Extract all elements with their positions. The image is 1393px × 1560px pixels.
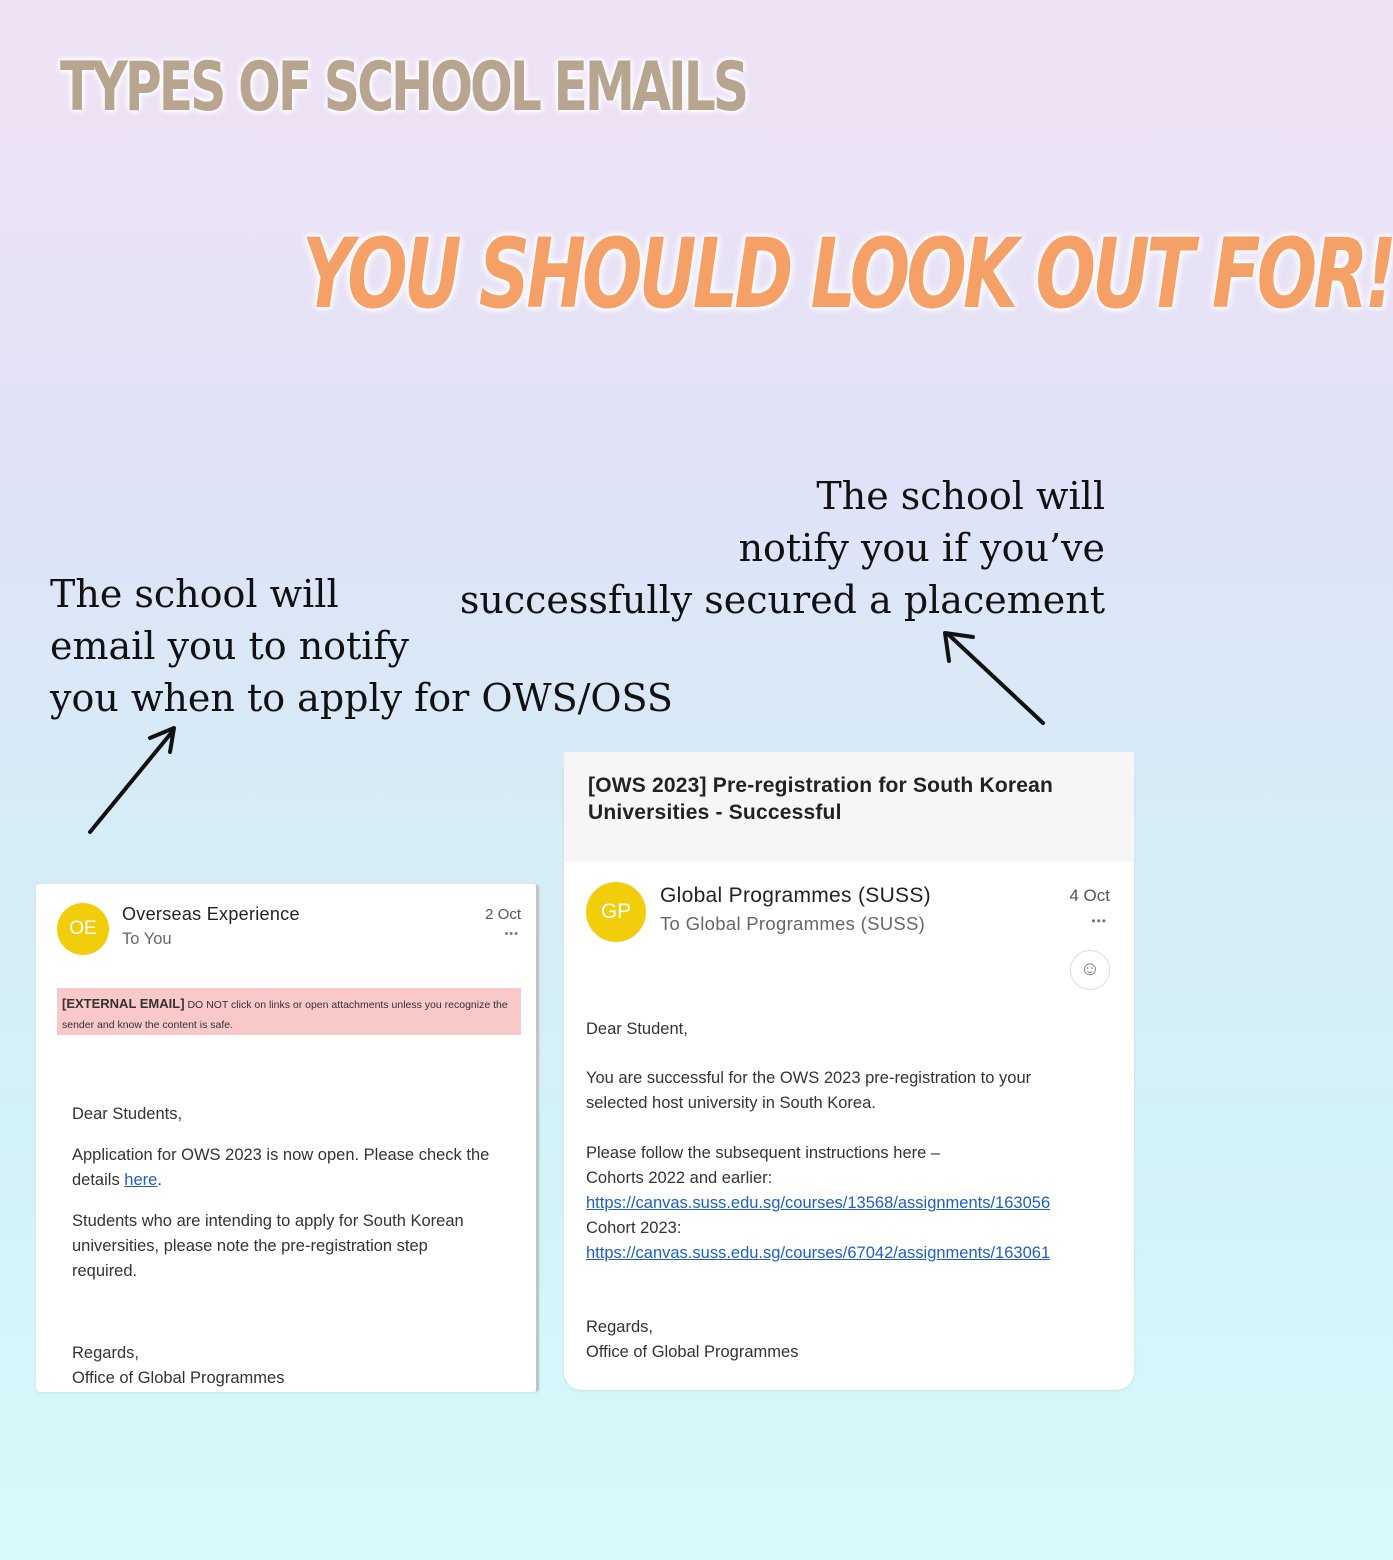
- email-date: 4 Oct: [1069, 886, 1110, 905]
- avatar: GP: [586, 882, 646, 942]
- external-email-warning: [57, 988, 521, 1035]
- sender-name[interactable]: Overseas Experience: [122, 904, 300, 924]
- note-left-line-1: The school will: [50, 572, 339, 616]
- warning-tag: [EXTERNAL EMAIL]: [62, 996, 185, 1011]
- arrow-up-right-icon: [80, 720, 190, 840]
- para1-line-1: You are successful for the OWS 2023 pre-registration to your: [586, 1069, 1032, 1087]
- emoji-reaction-icon[interactable]: ☺: [1070, 950, 1110, 990]
- instructions-block: [586, 1141, 1050, 1266]
- signoff: [586, 1315, 798, 1365]
- arrow-up-left-icon: [935, 625, 1055, 735]
- cohort1-link[interactable]: https://canvas.suss.edu.sg/courses/13568/assignments/163056: [586, 1194, 1051, 1212]
- note-right-line-1: The school will: [816, 474, 1105, 518]
- para1-line-2: selected host university in South Korea.: [586, 1094, 876, 1112]
- regards: Regards,: [72, 1344, 139, 1362]
- greeting: Dear Students,: [72, 1105, 183, 1123]
- more-dots-icon[interactable]: •••: [1091, 914, 1107, 928]
- cohort2-link[interactable]: https://canvas.suss.edu.sg/courses/67042/assignments/163061: [586, 1244, 1051, 1262]
- signature: Office of Global Programmes: [586, 1343, 799, 1361]
- note-right-line-3: successfully secured a placement: [459, 578, 1105, 622]
- note-left-line-3: you when to apply for OWS/OSS: [50, 676, 673, 720]
- para1-period: .: [157, 1171, 162, 1189]
- email-card-right: [564, 752, 1134, 1390]
- sender-name[interactable]: Global Programmes (SUSS): [660, 884, 931, 907]
- cohort1-label: Cohorts 2022 and earlier:: [586, 1169, 773, 1187]
- instructions-text: Please follow the subsequent instructions here –: [586, 1144, 941, 1162]
- avatar: OE: [57, 903, 109, 955]
- email-card-left: [36, 884, 539, 1392]
- regards: Regards,: [586, 1318, 653, 1336]
- note-left-line-2: email you to notify: [50, 624, 409, 668]
- recipient-label: To You: [122, 930, 172, 948]
- email-date: 2 Oct: [485, 906, 521, 923]
- details-link[interactable]: here: [124, 1171, 158, 1189]
- subject-line-1: [OWS 2023] Pre-registration for South Korean: [588, 774, 1054, 797]
- signature: Office of Global Programmes: [72, 1369, 285, 1387]
- more-dots-icon[interactable]: •••: [504, 928, 519, 940]
- recipient-label: To Global Programmes (SUSS): [660, 913, 926, 934]
- warning-text: DO NOT click on links or open attachments unless you recognize the sender and know the content is safe.: [62, 999, 508, 1031]
- note-left: [50, 568, 673, 724]
- greeting: Dear Student,: [586, 1020, 688, 1038]
- email-subject: [564, 752, 1134, 862]
- signoff: [72, 1341, 284, 1391]
- note-right-line-2: notify you if you’ve: [738, 526, 1105, 570]
- title-line-2: YOU SHOULD LOOK OUT FOR!: [302, 218, 1393, 330]
- title-line-1: TYPES OF SCHOOL EMAILS: [60, 48, 747, 127]
- cohort2-label: Cohort 2023:: [586, 1219, 682, 1237]
- para1-text: Application for OWS 2023 is now open. Please check the details: [72, 1146, 490, 1189]
- email-paragraph-1: [72, 1143, 512, 1193]
- subject-line-2: Universities - Successful: [588, 801, 842, 824]
- email-paragraph-1: [586, 1066, 1031, 1116]
- email-paragraph-2: Students who are intending to apply for South Korean universities, please note the pre-registration step required.: [72, 1212, 464, 1280]
